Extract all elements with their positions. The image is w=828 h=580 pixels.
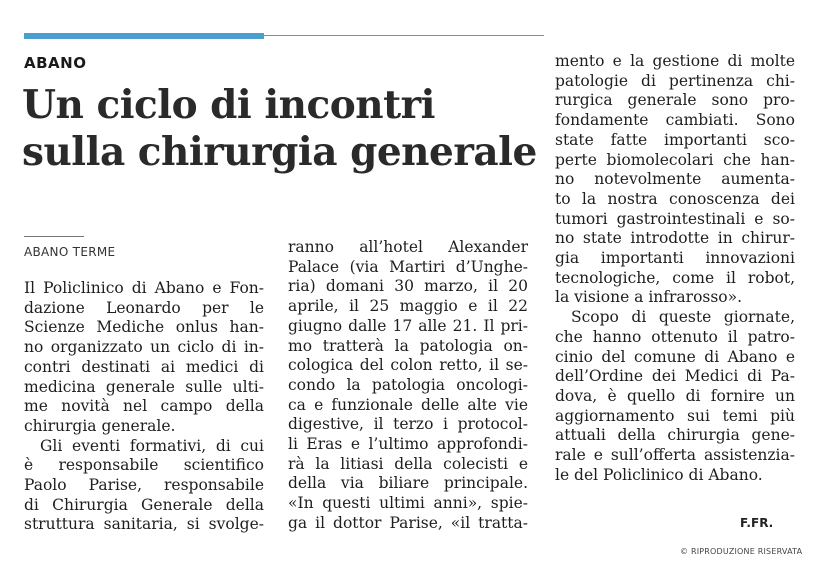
text-line: no organizzato un ciclo di in-	[24, 338, 264, 357]
text-line: dell’Ordine dei Medici di Pa-	[555, 367, 795, 386]
text-line: chirurgia generale.	[24, 416, 176, 435]
text-line: li Eras e l’ultimo approfondi-	[288, 435, 528, 454]
headline	[22, 82, 542, 176]
top-accent-rule	[24, 33, 264, 39]
text-line: ranno all’hotel Alexander	[288, 238, 528, 256]
text-line: contri destinati ai medici di	[24, 357, 264, 376]
text-line: dazione Leonardo per le	[24, 298, 264, 317]
text-line: della via biliare principale.	[288, 474, 528, 493]
text-line: la visione a infrarosso».	[555, 288, 743, 307]
text-line: «In questi ultimi anni», spie-	[288, 494, 528, 513]
text-line: Scienze Mediche onlus han-	[24, 318, 264, 337]
text-line: cinio del comune di Abano e	[555, 347, 795, 366]
text-line: mento e la gestione di molte	[555, 52, 795, 70]
text-line: Scopo di queste giornate,	[571, 308, 795, 327]
text-line: tecnologiche, come il robot,	[555, 268, 795, 287]
text-line: ga il dottor Parise, «il tratta-	[288, 513, 528, 532]
text-line: to la nostra conoscenza dei	[555, 189, 795, 208]
dateline: ABANO TERME	[24, 245, 116, 259]
text-line: Palace (via Martiri d’Unghe-	[288, 257, 528, 276]
article-column-3	[555, 52, 795, 485]
text-line: giugno dalle 17 alle 21. Il pri-	[288, 316, 528, 335]
text-line: gia importanti innovazioni	[555, 249, 795, 268]
text-line: patologie di pertinenza chi-	[555, 71, 795, 90]
text-line: no notevolmente aumenta-	[555, 170, 795, 189]
text-line: mo tratterà la patologia on-	[288, 336, 528, 355]
article-column-1	[24, 279, 264, 535]
text-line: attuali della chirurgia gene-	[555, 426, 795, 445]
text-line: fondamente cambiati. Sono	[555, 111, 795, 130]
text-line: tumori gastrointestinali e so-	[555, 209, 795, 228]
text-line: rale e sull’offerta assistenzia-	[555, 446, 795, 465]
text-line: cologica del colon retto, il se-	[288, 356, 528, 375]
text-line: Paolo Parise, responsabile	[24, 476, 264, 495]
text-line: perte biomolecolari che han-	[555, 150, 795, 169]
copyright-notice: © RIPRODUZIONE RISERVATA	[680, 547, 803, 556]
author-signature: F.FR.	[740, 516, 774, 530]
text-line: me novità nel campo della	[24, 397, 264, 416]
text-line: le del Policlinico di Abano.	[555, 465, 763, 484]
text-line: aggiornamento sui temi più	[555, 406, 795, 425]
text-line: ca e funzionale delle alte vie	[288, 395, 528, 414]
text-line: rà la litiasi della colecisti e	[288, 454, 528, 473]
text-line: no state introdotte in chirur-	[555, 229, 795, 248]
text-line: che hanno ottenuto il patro-	[555, 327, 795, 346]
dateline-rule	[24, 236, 84, 237]
text-line: state fatte importanti sco-	[555, 130, 795, 149]
text-line: è responsabile scientifico	[24, 456, 264, 475]
text-line: digestive, il terzo i protocol-	[288, 415, 528, 434]
top-thin-rule	[264, 35, 544, 36]
text-line: medicina generale sulle ulti-	[24, 377, 264, 396]
headline-line-2: sulla chirurgia generale	[22, 129, 537, 175]
text-line: aprile, il 25 maggio e il 22	[288, 297, 528, 316]
text-line: condo la patologia oncologi-	[288, 375, 528, 394]
text-line: ria) domani 30 marzo, il 20	[288, 277, 528, 296]
article-column-2	[288, 238, 528, 534]
text-line: rurgica generale sono pro-	[555, 91, 795, 110]
headline-line-1: Un ciclo di incontri	[22, 82, 435, 128]
text-line: struttura sanitaria, si svolge-	[24, 515, 264, 534]
text-line: Il Policlinico di Abano e Fon-	[24, 279, 264, 297]
text-line: Gli eventi formativi, di cui	[40, 436, 264, 455]
text-line: dova, è quello di fornire un	[555, 386, 795, 405]
text-line: di Chirurgia Generale della	[24, 495, 264, 514]
kicker: ABANO	[24, 54, 87, 72]
